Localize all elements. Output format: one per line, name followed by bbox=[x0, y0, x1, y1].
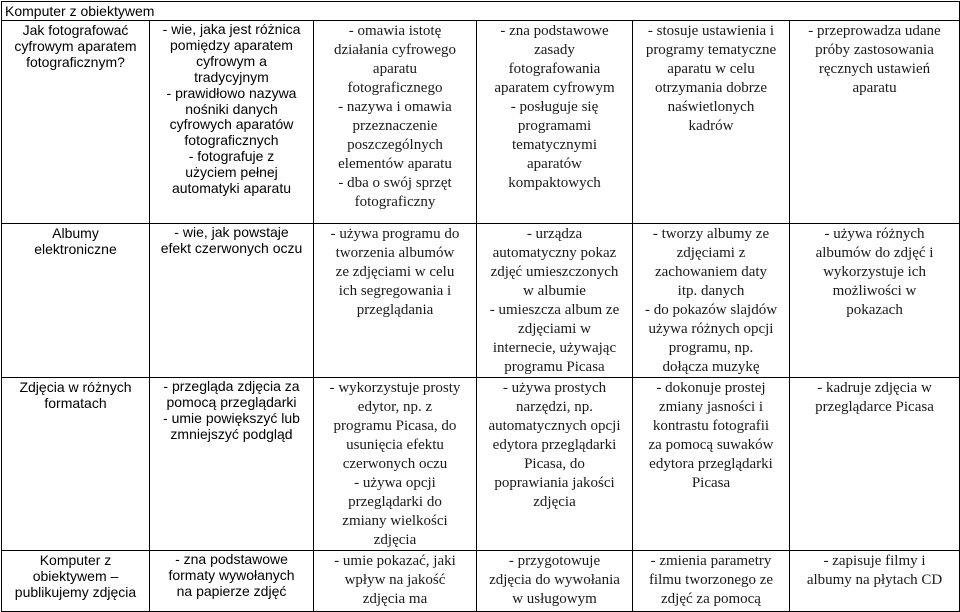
cell-line: ręcznych ustawień bbox=[818, 61, 931, 77]
cell-line: obiektywem – bbox=[32, 568, 119, 584]
cell-line: zasady bbox=[534, 42, 575, 58]
cell-line: edytor, np. z bbox=[357, 399, 433, 415]
cell-line: - wie, jaka jest różnica bbox=[162, 21, 301, 37]
cell-line: za pomocą suwaków bbox=[648, 437, 774, 453]
cell-line: otrzymania dobrze bbox=[654, 80, 768, 96]
cell-line: - omawia istotę bbox=[348, 23, 442, 39]
requirement-cell bbox=[790, 21, 960, 224]
cell-line: - przygotowuje bbox=[508, 553, 601, 569]
cell-line: przeglądarce Picasa bbox=[815, 399, 934, 415]
requirement-cell bbox=[633, 551, 790, 612]
cell-line: kompaktowych bbox=[508, 175, 601, 191]
cell-line: przeznaczenie bbox=[352, 118, 438, 134]
cell-line: aparatem cyfrowym bbox=[494, 80, 615, 96]
cell-line: tradycyjnym bbox=[194, 68, 269, 85]
cell-line: - posługuje się bbox=[510, 99, 599, 115]
cell-line: albumów do zdjęć i bbox=[815, 245, 934, 261]
cell-line: automatyki aparatu bbox=[171, 180, 292, 197]
cell-line: zdjęcia ma bbox=[362, 591, 428, 607]
topic-cell bbox=[2, 21, 150, 224]
cell-line: - tworzy albumy ze bbox=[652, 226, 770, 242]
cell-line: w usługowym bbox=[512, 591, 597, 607]
cell-line: na papierze zdjęć bbox=[176, 582, 287, 599]
cell-line: edytora przeglądarki bbox=[649, 456, 773, 472]
topic-cell bbox=[2, 551, 150, 612]
cell-line: Albumy bbox=[52, 225, 99, 241]
cell-line: - przegląda zdjęcia za bbox=[163, 378, 300, 394]
topic-cell bbox=[2, 224, 150, 378]
cell-line: - kadruje zdjęcia w bbox=[817, 380, 932, 396]
cell-line: - zmienia parametry bbox=[650, 553, 772, 569]
requirement-cell bbox=[477, 551, 633, 612]
requirement-cell bbox=[314, 378, 477, 551]
cell-line: pomiędzy aparatem bbox=[170, 36, 293, 53]
cell-line: - zna podstawowe bbox=[500, 23, 609, 39]
cell-line: - umieszcza album ze bbox=[489, 302, 620, 318]
cell-line: fotograficznym? bbox=[26, 54, 125, 70]
cell-line: fotograficzny bbox=[354, 194, 436, 210]
cell-line: zmiany wielkości bbox=[342, 513, 448, 529]
cell-line: tworzenia albumów bbox=[335, 245, 455, 261]
cell-line: - fotografuje z bbox=[188, 148, 275, 165]
topic-cell bbox=[2, 378, 150, 551]
cell-line: programami bbox=[517, 118, 592, 134]
cell-line: - nazywa i omawia bbox=[338, 99, 452, 115]
cell-line: - do pokazów slajdów bbox=[644, 302, 778, 318]
cell-line: - przeprowadza udane bbox=[808, 23, 941, 39]
cell-line: tematycznymi bbox=[512, 137, 597, 153]
cell-line: cyfrowym a bbox=[196, 52, 267, 69]
requirement-cell bbox=[150, 224, 314, 378]
cell-line: fotografowania bbox=[508, 61, 601, 77]
cell-line: fotograficznego bbox=[347, 80, 443, 96]
cell-line: Jak fotografować bbox=[22, 22, 129, 38]
cell-line: Picasa bbox=[691, 475, 731, 491]
requirement-cell bbox=[633, 378, 790, 551]
cell-line: zdjęć umieszczonych bbox=[490, 264, 619, 280]
cell-line: cyfrowym aparatem bbox=[14, 38, 137, 54]
cell-line: edytora przeglądarki bbox=[492, 437, 617, 453]
requirement-cell bbox=[477, 224, 633, 378]
cell-line: zdjęć za pomocą bbox=[661, 591, 761, 607]
cell-line: przeglądarki do bbox=[348, 494, 442, 510]
cell-line: użyciem pełnej bbox=[185, 164, 278, 181]
cell-line: formatach bbox=[44, 395, 107, 411]
requirement-cell bbox=[477, 21, 633, 224]
cell-line: - zna podstawowe bbox=[175, 551, 288, 567]
cell-line: elektroniczne bbox=[34, 241, 117, 257]
cell-line: pomocą przeglądarki bbox=[166, 393, 297, 410]
cell-line: zdjęcia bbox=[533, 494, 576, 510]
cell-line: pokazach bbox=[846, 302, 903, 318]
cell-line: usunięcia efektu bbox=[346, 437, 444, 453]
cell-line: możliwości w bbox=[832, 283, 917, 299]
cell-line: - dokonuje prostej bbox=[656, 380, 766, 396]
requirement-cell bbox=[150, 378, 314, 551]
cell-line: w albumie bbox=[523, 283, 586, 299]
cell-line: Zdjęcia w różnych bbox=[19, 379, 132, 395]
requirement-cell bbox=[314, 551, 477, 612]
cell-line: aparatu w celu bbox=[667, 61, 755, 77]
requirement-cell bbox=[150, 551, 314, 612]
cell-line: aparatu bbox=[852, 80, 897, 96]
cell-line: - umie powiększyć lub bbox=[163, 409, 300, 426]
cell-line: wpływ na jakość bbox=[344, 572, 446, 588]
requirement-cell bbox=[633, 21, 790, 224]
cell-line: efekt czerwonych oczu bbox=[160, 239, 303, 256]
cell-line: zdjęcia do wywołania bbox=[489, 572, 620, 588]
cell-line: aparatu bbox=[372, 61, 418, 77]
requirement-cell bbox=[314, 224, 477, 378]
cell-line: - używa różnych bbox=[824, 226, 925, 242]
cell-line: wykorzystuje ich bbox=[823, 264, 926, 280]
cell-line: poprawiania jakości bbox=[494, 475, 615, 491]
cell-line: - używa opcji bbox=[354, 475, 436, 491]
cell-line: zmiany jasności i bbox=[658, 399, 764, 415]
requirement-cell bbox=[150, 21, 314, 224]
requirement-cell bbox=[790, 224, 960, 378]
cell-line: aparatów bbox=[527, 156, 582, 172]
competency-table bbox=[1, 1, 960, 612]
cell-line: poszczególnych bbox=[347, 137, 443, 153]
cell-line: używa różnych opcji bbox=[648, 321, 774, 337]
requirement-cell bbox=[477, 378, 633, 551]
cell-line: formaty wywołanych bbox=[168, 566, 295, 583]
cell-line: zachowaniem daty bbox=[654, 264, 768, 280]
table-title: Komputer z obiektywem bbox=[2, 2, 960, 21]
cell-line: - urządza bbox=[526, 226, 583, 242]
cell-line: dołącza muzykę bbox=[662, 359, 760, 375]
cell-line: programu, np. bbox=[668, 340, 754, 356]
cell-line: zdjęciami w bbox=[518, 321, 591, 337]
cell-line: narzędzi, np. bbox=[515, 399, 594, 415]
cell-line: kadrów bbox=[688, 118, 734, 134]
cell-line: - prawidłowo nazywa bbox=[166, 84, 297, 101]
cell-line: programy tematyczne bbox=[645, 42, 777, 58]
cell-line: zdjęciami z bbox=[676, 245, 746, 261]
cell-line: przeglądania bbox=[356, 302, 434, 318]
cell-line: programu Picasa bbox=[504, 359, 605, 375]
cell-line: czerwonych oczu bbox=[342, 456, 448, 472]
cell-line: albumy na płytach CD bbox=[806, 572, 943, 588]
cell-line: publikujemy zdjęcia bbox=[14, 584, 137, 600]
cell-line: itp. danych bbox=[677, 283, 745, 299]
requirement-cell bbox=[790, 551, 960, 612]
cell-line: nośniki danych bbox=[185, 100, 278, 117]
cell-line: - używa programu do bbox=[330, 226, 460, 242]
cell-line: zdjęcia bbox=[373, 532, 417, 548]
requirement-cell bbox=[314, 21, 477, 224]
requirement-cell bbox=[633, 224, 790, 378]
cell-line: ze zdjęciami w celu bbox=[335, 264, 455, 280]
cell-line: działania cyfrowego bbox=[333, 42, 457, 58]
cell-line: cyfrowych aparatów bbox=[169, 116, 294, 133]
cell-line: programu Picasa, do bbox=[333, 418, 457, 434]
cell-line: - stosuje ustawienia i bbox=[647, 23, 775, 39]
cell-line: - używa prostych bbox=[502, 380, 607, 396]
cell-line: filmu tworzonego ze bbox=[648, 572, 774, 588]
cell-line: - zapisuje filmy i bbox=[823, 553, 926, 569]
cell-line: kontrastu fotografii bbox=[652, 418, 770, 434]
cell-line: - wykorzystuje prosty bbox=[329, 380, 461, 396]
cell-line: ich segregowania i bbox=[338, 283, 452, 299]
cell-line: Komputer z bbox=[39, 552, 112, 568]
cell-line: automatyczny pokaz bbox=[492, 245, 617, 261]
cell-line: zmniejszyć podgląd bbox=[170, 425, 293, 442]
cell-line: fotograficznych bbox=[184, 132, 279, 149]
cell-line: - dba o swój sprzęt bbox=[338, 175, 452, 191]
cell-line: - wie, jak powstaje bbox=[174, 224, 289, 240]
cell-line: internecie, używając bbox=[492, 340, 617, 356]
cell-line: automatycznych opcji bbox=[488, 418, 621, 434]
cell-line: - umie pokazać, jaki bbox=[334, 553, 456, 569]
cell-line: Picasa, do bbox=[524, 456, 585, 472]
cell-line: próby zastosowania bbox=[815, 42, 934, 58]
cell-line: elementów aparatu bbox=[338, 156, 452, 172]
requirement-cell bbox=[790, 378, 960, 551]
cell-line: naświetlonych bbox=[667, 99, 755, 115]
